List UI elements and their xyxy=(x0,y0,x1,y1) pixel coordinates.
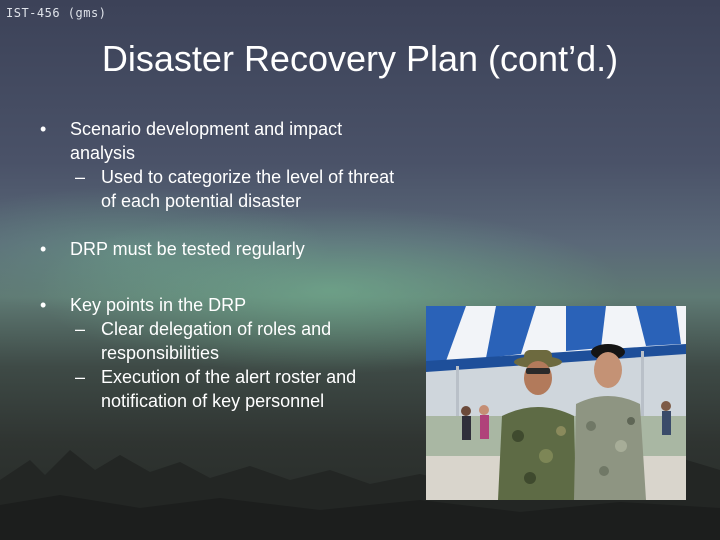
dash-marker: – xyxy=(75,367,86,387)
sub-bullet-delegation xyxy=(40,317,400,365)
sub-bullet-categorize xyxy=(40,165,400,213)
sub-bullet-text: Used to categorize the level of threat of each potential disaster xyxy=(101,167,395,211)
course-tag: IST-456 (gms) xyxy=(6,6,107,20)
bullet-marker: • xyxy=(40,239,47,259)
sub-bullet-text: Execution of the alert roster and notification of key personnel xyxy=(101,367,357,411)
dash-marker: – xyxy=(75,319,86,339)
bullet-key-points xyxy=(40,293,400,317)
dash-marker: – xyxy=(75,167,86,187)
bullet-marker: • xyxy=(40,295,47,315)
sub-bullet-alert-roster xyxy=(40,365,400,413)
bullet-text: Scenario development and impact analysis xyxy=(70,119,343,163)
bullet-text: Key points in the DRP xyxy=(70,295,247,315)
bullet-marker: • xyxy=(40,119,47,139)
photo-two-soldiers xyxy=(426,306,686,500)
slide-title: Disaster Recovery Plan (cont’d.) xyxy=(101,38,619,79)
bullet-text: DRP must be tested regularly xyxy=(70,239,305,259)
sub-bullet-text: Clear delegation of roles and responsibilities xyxy=(101,319,332,363)
bullet-tested xyxy=(40,237,400,261)
bullet-scenario xyxy=(40,117,400,165)
bullet-list xyxy=(40,117,400,413)
